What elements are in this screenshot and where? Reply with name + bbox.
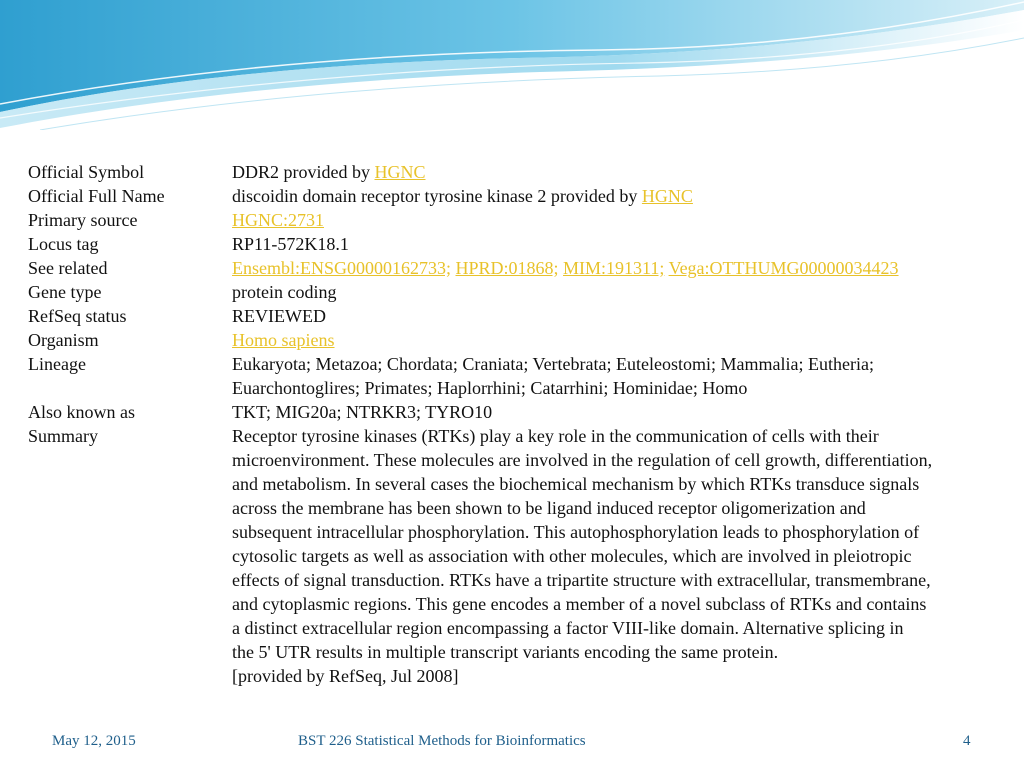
value-primary-source xyxy=(232,208,1013,232)
vega-link[interactable]: Vega:OTTHUMG00000034423 xyxy=(668,258,899,278)
label-locus-tag: Locus tag xyxy=(28,234,99,254)
label-organism: Organism xyxy=(28,330,99,350)
label-summary: Summary xyxy=(28,426,98,446)
mim-link[interactable]: MIM:191311; xyxy=(563,258,665,278)
summary-line: Receptor tyrosine kinases (RTKs) play a key role in the communication of cells with their xyxy=(232,426,879,446)
value-organism xyxy=(232,328,1013,352)
footer-title: BST 226 Statistical Methods for Bioinformatics xyxy=(298,733,586,749)
label-refseq-status: RefSeq status xyxy=(28,306,127,326)
row-summary xyxy=(28,424,1013,688)
lineage-line: Euarchontoglires; Primates; Haplorrhini; Catarrhini; Hominidae; Homo xyxy=(232,378,748,398)
hgnc-link[interactable]: HGNC xyxy=(374,162,426,182)
hprd-link[interactable]: HPRD:01868; xyxy=(455,258,559,278)
label-official-full-name: Official Full Name xyxy=(28,186,165,206)
row-also-known-as xyxy=(28,400,1013,424)
row-primary-source xyxy=(28,208,1013,232)
value-refseq-status: REVIEWED xyxy=(232,306,326,326)
hgnc-link[interactable]: HGNC xyxy=(641,186,693,206)
row-locus-tag xyxy=(28,232,1013,256)
summary-line: cytosolic targets as well as association with other molecules, which are involved in pleiotropic xyxy=(232,546,912,566)
row-official-full-name xyxy=(28,184,1013,208)
label-gene-type: Gene type xyxy=(28,282,102,302)
row-official-symbol xyxy=(28,160,1013,184)
value-official-symbol xyxy=(232,160,1013,184)
row-see-related xyxy=(28,256,1013,280)
footer-page-number: 4 xyxy=(963,733,971,749)
primary-source-link[interactable]: HGNC:2731 xyxy=(232,210,325,230)
summary-line: and cytoplasmic regions. This gene encodes a member of a novel subclass of RTKs and contains xyxy=(232,594,927,614)
value-lineage xyxy=(232,352,1013,400)
value-summary xyxy=(232,424,1013,688)
row-organism xyxy=(28,328,1013,352)
wave-banner xyxy=(0,0,1024,130)
ensembl-link[interactable]: Ensembl:ENSG00000162733; xyxy=(232,258,451,278)
summary-line: [provided by RefSeq, Jul 2008] xyxy=(232,666,459,686)
summary-line: microenvironment. These molecules are involved in the regulation of cell growth, differentiation, xyxy=(232,450,933,470)
label-primary-source: Primary source xyxy=(28,210,138,230)
value-also-known-as: TKT; MIG20a; NTRKR3; TYRO10 xyxy=(232,402,493,422)
official-full-name-text: discoidin domain receptor tyrosine kinase 2 provided by xyxy=(232,186,642,206)
lineage-line: Eukaryota; Metazoa; Chordata; Craniata; Vertebrata; Euteleostomi; Mammalia; Eutheria; xyxy=(232,354,874,374)
label-official-symbol: Official Symbol xyxy=(28,162,145,182)
summary-line: and metabolism. In several cases the biochemical mechanism by which RTKs transduce signals xyxy=(232,474,920,494)
value-gene-type: protein coding xyxy=(232,282,337,302)
official-symbol-text: DDR2 provided by xyxy=(232,162,375,182)
value-official-full-name xyxy=(232,184,1013,208)
label-also-known-as: Also known as xyxy=(28,402,135,422)
row-gene-type xyxy=(28,280,1013,304)
row-refseq-status xyxy=(28,304,1013,328)
value-locus-tag: RP11-572K18.1 xyxy=(232,234,349,254)
summary-line: across the membrane has been shown to be ligand induced receptor oligomerization and xyxy=(232,498,866,518)
gene-info-table xyxy=(28,160,1013,688)
label-lineage: Lineage xyxy=(28,354,86,374)
summary-line: the 5' UTR results in multiple transcript variants encoding the same protein. xyxy=(232,642,779,662)
summary-line: effects of signal transduction. RTKs have a tripartite structure with extracellular, transmembrane, xyxy=(232,570,931,590)
label-see-related: See related xyxy=(28,258,108,278)
organism-link[interactable]: Homo sapiens xyxy=(232,330,335,350)
summary-line: subsequent intracellular phosphorylation. This autophosphorylation leads to phosphorylation of xyxy=(232,522,920,542)
footer-date: May 12, 2015 xyxy=(52,733,136,749)
value-see-related xyxy=(232,256,1013,280)
summary-line: a distinct extracellular region encompassing a factor VIII-like domain. Alternative splicing in xyxy=(232,618,904,638)
row-lineage xyxy=(28,352,1013,400)
